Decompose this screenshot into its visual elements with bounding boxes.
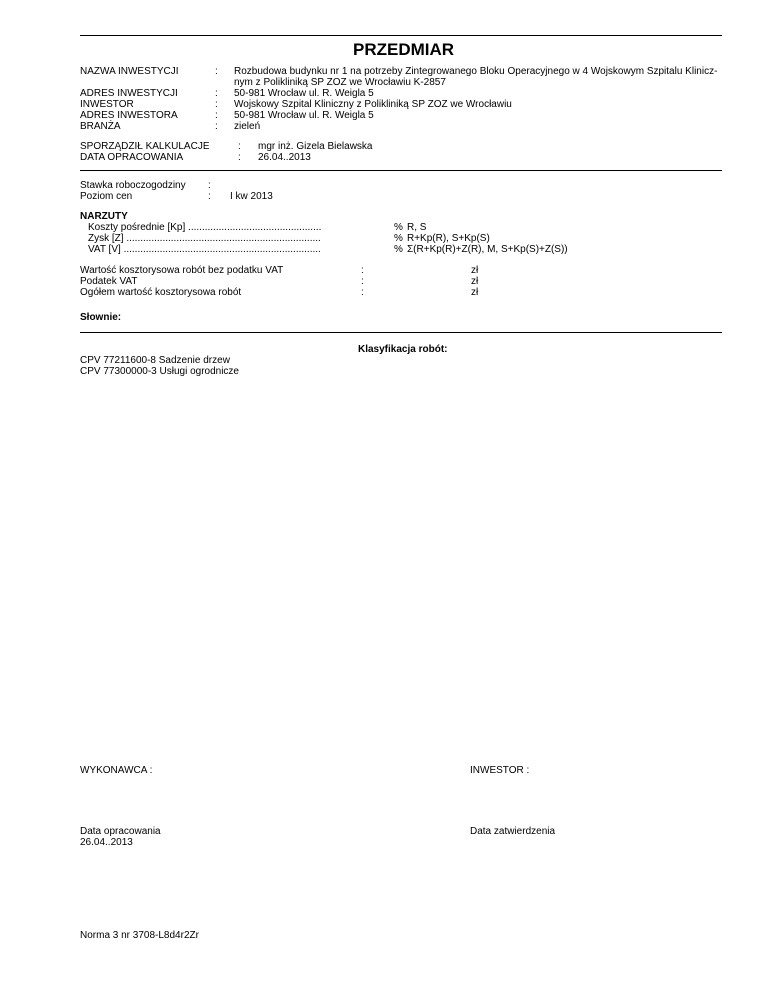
- surcharge-label: Zysk [Z] ......................................................................: [88, 233, 321, 244]
- colon: :: [238, 141, 241, 152]
- surcharge-basis: R, S: [407, 222, 427, 233]
- total-unit: zł: [471, 265, 479, 276]
- branch-value: zieleń: [234, 121, 261, 132]
- colon: :: [208, 191, 211, 202]
- investment-address-value: 50-981 Wrocław ul. R. Weigla 5: [234, 88, 374, 99]
- approval-date-label: Data zatwierdzenia: [470, 826, 556, 837]
- total-unit: zł: [471, 276, 479, 287]
- words-label: Słownie:: [80, 312, 122, 323]
- colon: :: [361, 276, 364, 287]
- total-label: Ogółem wartość kosztorysowa robót: [80, 287, 242, 298]
- classification-item: CPV 77211600-8 Sadzenie drzew: [80, 355, 230, 366]
- classification-item: CPV 77300000-3 Usługi ogrodnicze: [80, 366, 239, 377]
- divider: [80, 332, 722, 333]
- total-label: Podatek VAT: [80, 276, 138, 287]
- author-label: SPORZĄDZIŁ KALKULACJE: [80, 141, 210, 152]
- investor-signature-label: INWESTOR :: [470, 765, 530, 776]
- surcharge-label: VAT [V] .......................................................................: [88, 244, 321, 255]
- price-level-label: Poziom cen: [80, 191, 133, 202]
- surcharge-unit: %: [394, 222, 403, 233]
- hourly-rate-label: Stawka roboczogodziny: [80, 180, 186, 191]
- classification-title: Klasyfikacja robót:: [358, 344, 448, 355]
- investor-address-value: 50-981 Wrocław ul. R. Weigla 5: [234, 110, 374, 121]
- surcharge-basis: R+Kp(R), S+Kp(S): [407, 233, 490, 244]
- prep-date-signature-label: Data opracowania: [80, 826, 161, 837]
- surcharges-title: NARZUTY: [80, 211, 128, 222]
- surcharge-label: Koszty pośrednie [Kp] ................................................: [88, 222, 322, 233]
- investment-name-label: NAZWA INWESTYCJI: [80, 66, 179, 77]
- top-rule: [80, 35, 722, 36]
- colon: :: [215, 110, 218, 121]
- investment-name-value-cont: nym z Polikliniką SP ZOZ we Wrocławiu K-2857: [234, 77, 446, 88]
- colon: :: [238, 152, 241, 163]
- investment-name-value: Rozbudowa budynku nr 1 na potrzeby Zintegrowanego Bloku Operacyjnego w 4 Wojskowym Szpitalu Klinicz-: [234, 66, 718, 77]
- total-label: Wartość kosztorysowa robót bez podatku VAT: [80, 265, 284, 276]
- colon: :: [215, 66, 218, 77]
- colon: :: [215, 121, 218, 132]
- colon: :: [361, 265, 364, 276]
- colon: :: [361, 287, 364, 298]
- total-unit: zł: [471, 287, 479, 298]
- prep-date-signature-value: 26.04..2013: [80, 837, 133, 848]
- author-value: mgr inż. Gizela Bielawska: [258, 141, 373, 152]
- contractor-label: WYKONAWCA :: [80, 765, 153, 776]
- investor-value: Wojskowy Szpital Kliniczny z Polikliniką SP ZOZ we Wrocławiu: [234, 99, 512, 110]
- norma-footer: Norma 3 nr 3708-L8d4r2Zr: [80, 930, 199, 941]
- colon: :: [208, 180, 211, 191]
- investor-label: INWESTOR: [80, 99, 134, 110]
- colon: :: [215, 88, 218, 99]
- surcharge-basis: Σ(R+Kp(R)+Z(R), M, S+Kp(S)+Z(S)): [407, 244, 568, 255]
- colon: :: [215, 99, 218, 110]
- investment-address-label: ADRES INWESTYCJI: [80, 88, 178, 99]
- investor-address-label: ADRES INWESTORA: [80, 110, 178, 121]
- surcharge-unit: %: [394, 233, 403, 244]
- prep-date-label: DATA OPRACOWANIA: [80, 152, 184, 163]
- price-level-value: I kw 2013: [230, 191, 273, 202]
- branch-label: BRANŻA: [80, 121, 121, 132]
- divider: [80, 170, 722, 171]
- prep-date-value: 26.04..2013: [258, 152, 311, 163]
- page-title: PRZEDMIAR: [353, 40, 455, 59]
- surcharge-unit: %: [394, 244, 403, 255]
